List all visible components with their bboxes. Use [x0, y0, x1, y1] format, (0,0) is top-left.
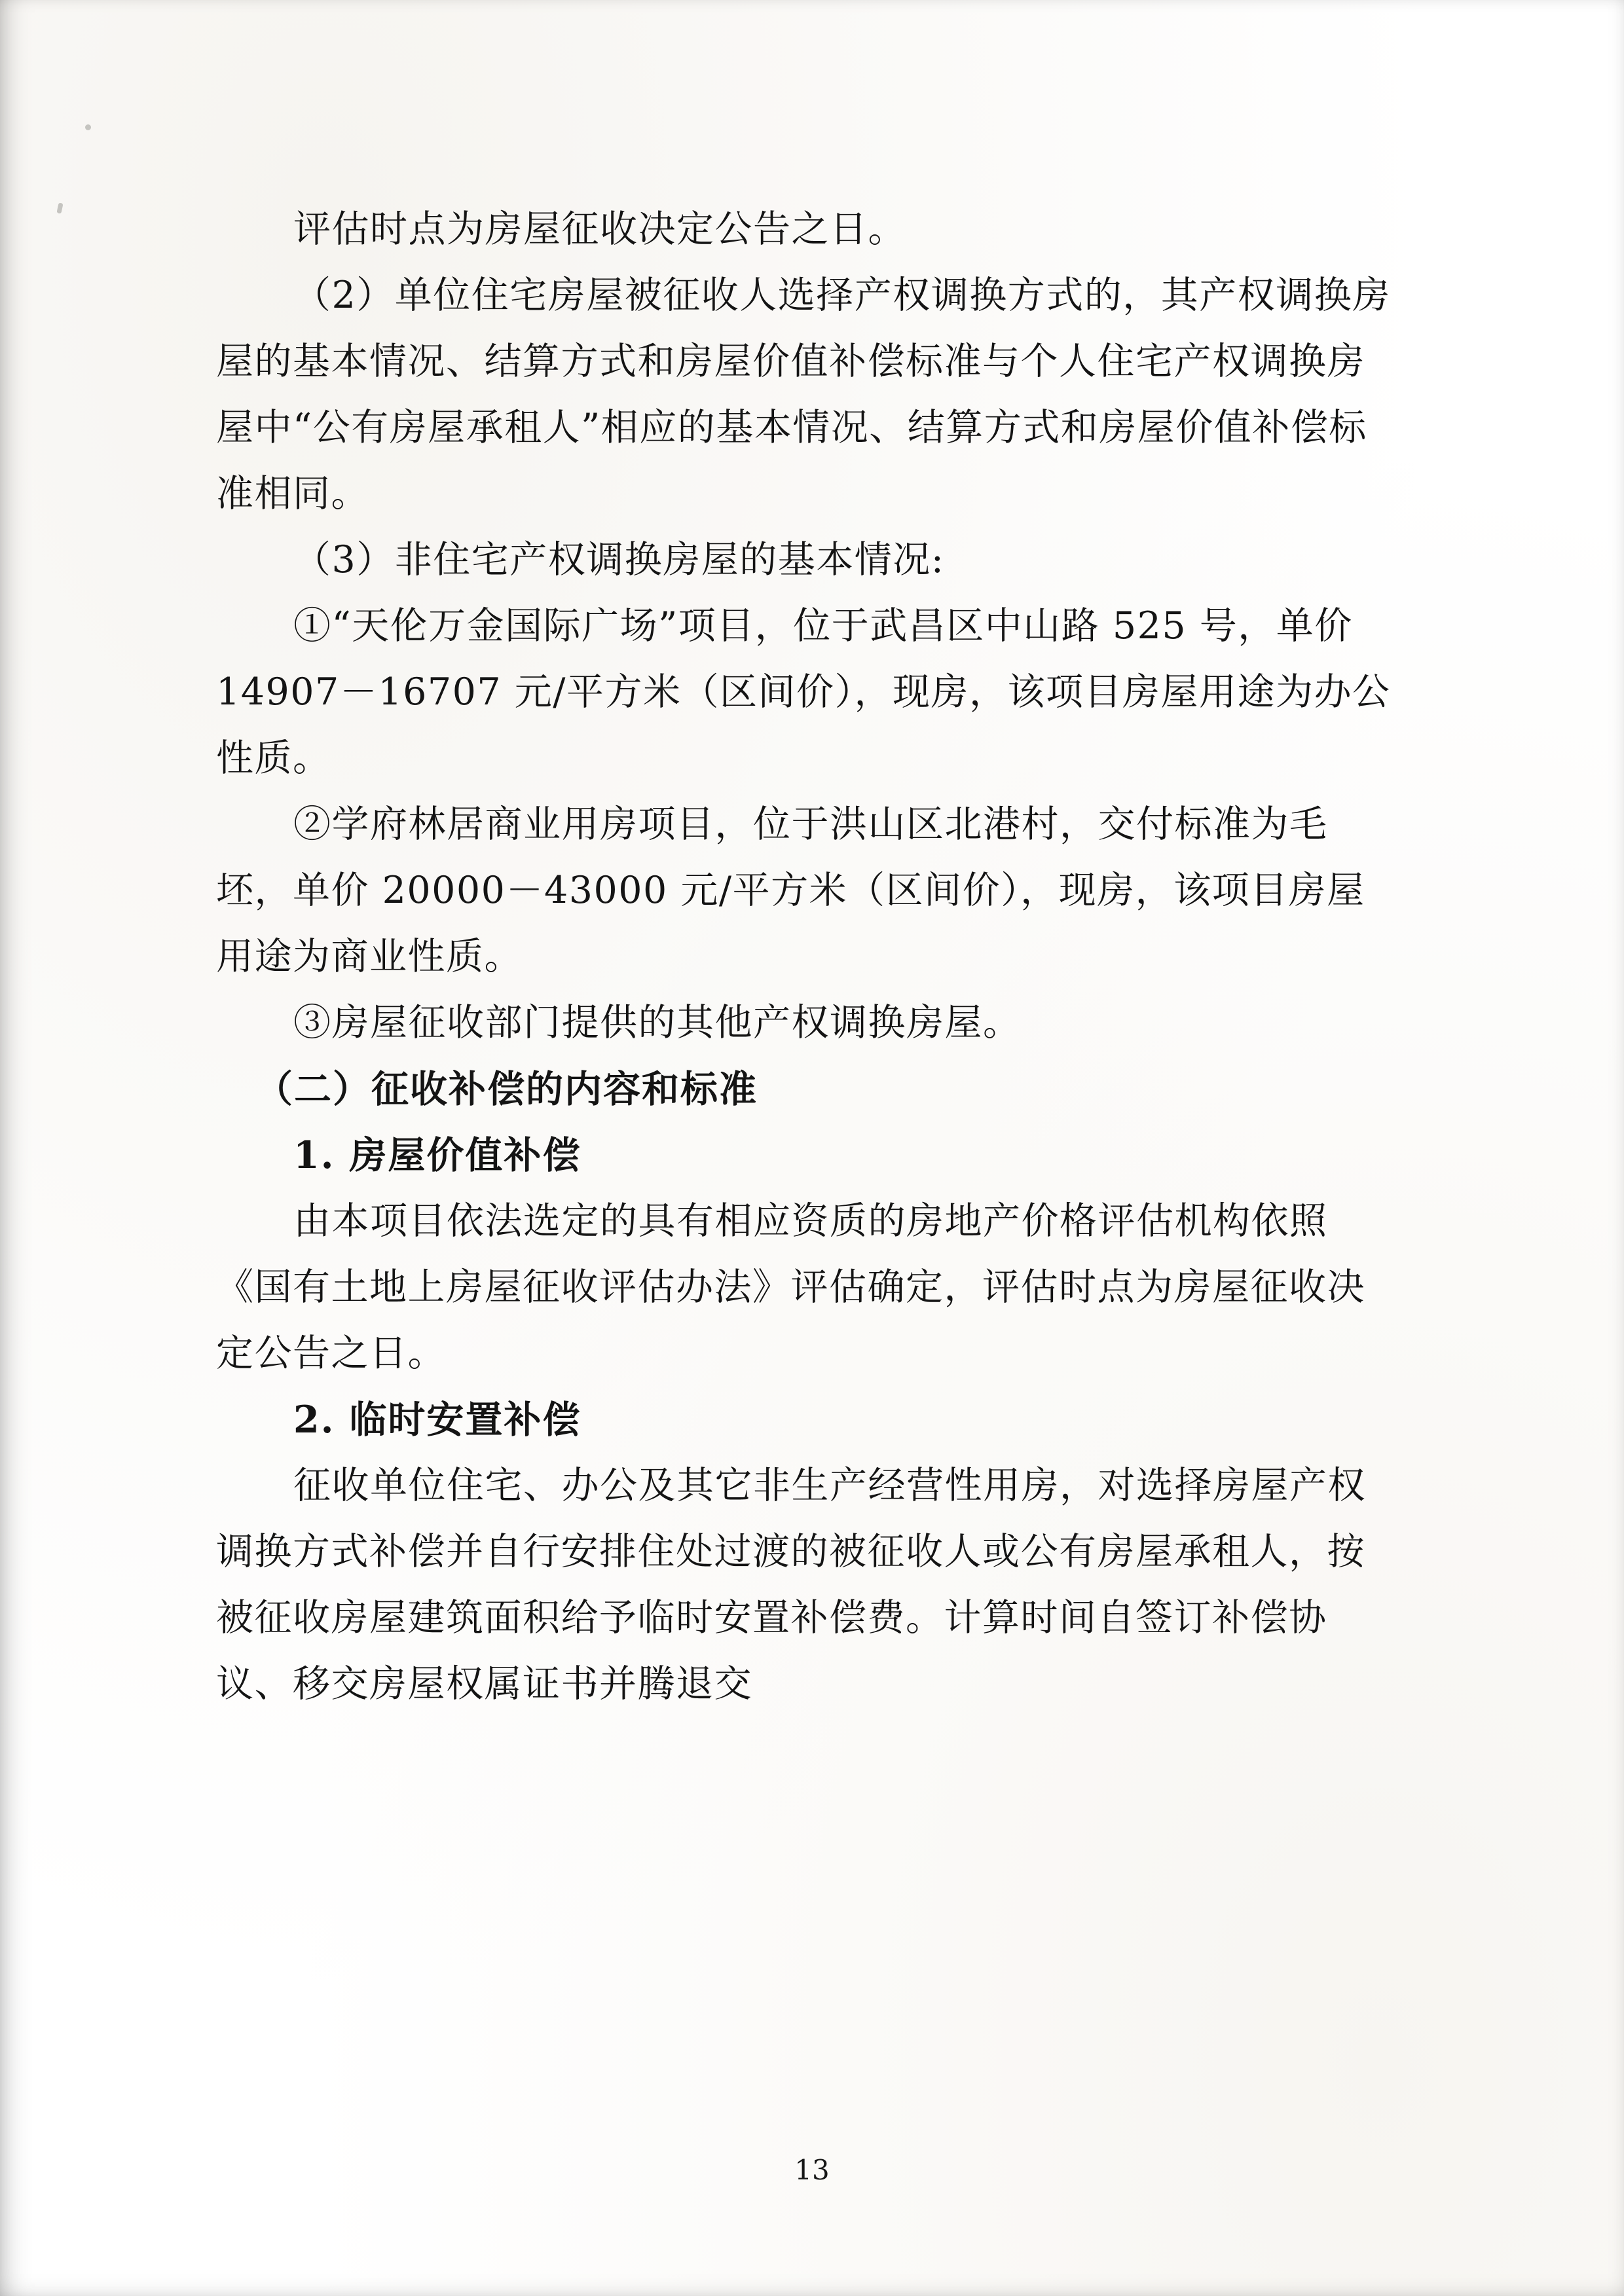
paragraph: ①“天伦万金国际广场”项目，位于武昌区中山路 525 号，单价 14907－16707 元/平方米（区间价），现房，该项目房屋用途为办公性质。: [216, 604, 1391, 780]
paragraph: ③房屋征收部门提供的其他产权调换房屋。: [293, 1001, 1022, 1044]
subsection-heading: 1. 房屋价值补偿: [293, 1133, 581, 1177]
paragraph: 由本项目依法选定的具有相应资质的房地产价格评估机构依照《国有土地上房屋征收评估办法》评估确定，评估时点为房屋征收决定公告之日。: [216, 1199, 1365, 1375]
scan-speck: [85, 124, 91, 130]
document-body: [216, 196, 1395, 1717]
paragraph: （3）非住宅产权调换房屋的基本情况:: [293, 538, 945, 581]
paragraph: （2）单位住宅房屋被征收人选择产权调换方式的，其产权调换房屋的基本情况、结算方式和房屋价值补偿标准与个人住宅产权调换房屋中“公有房屋承租人”相应的基本情况、结算方式和房屋价值补偿标准相同。: [216, 274, 1391, 515]
paragraph: 评估时点为房屋征收决定公告之日。: [293, 208, 906, 251]
paragraph: ②学府林居商业用房项目，位于洪山区北港村，交付标准为毛坯，单价 20000－43000 元/平方米（区间价），现房，该项目房屋用途为商业性质。: [216, 803, 1365, 978]
section-heading: （二）征收补偿的内容和标准: [255, 1067, 758, 1111]
scan-speck: [56, 202, 63, 213]
subsection-heading: 2. 临时安置补偿: [293, 1398, 581, 1442]
page-number: 13: [794, 2154, 830, 2186]
paragraph: 征收单位住宅、办公及其它非生产经营性用房，对选择房屋产权调换方式补偿并自行安排住处过渡的被征收人或公有房屋承租人，按被征收房屋建筑面积给予临时安置补偿费。计算时间自签订补偿协议、移交房屋权属证书并腾退交: [216, 1464, 1366, 1705]
